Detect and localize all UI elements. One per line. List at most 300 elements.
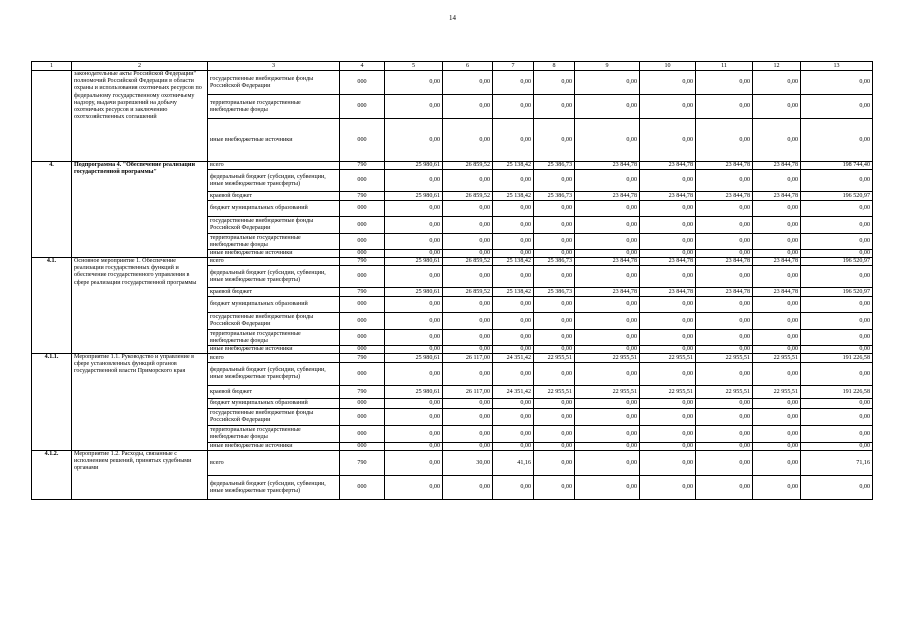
amount-value: 0,00 bbox=[640, 476, 696, 500]
amount-value: 0,00 bbox=[640, 95, 696, 119]
total-value: 0,00 bbox=[801, 443, 873, 451]
amount-value: 0,00 bbox=[385, 409, 443, 426]
amount-value: 0,00 bbox=[385, 234, 443, 250]
amount-value: 22 955,51 bbox=[534, 386, 575, 399]
amount-value: 0,00 bbox=[385, 346, 443, 354]
funding-source: иные внебюджетные источники bbox=[208, 250, 340, 258]
amount-value: 0,00 bbox=[640, 451, 696, 476]
total-value: 0,00 bbox=[801, 119, 873, 162]
header-row bbox=[32, 62, 873, 71]
budget-code: 790 bbox=[340, 386, 385, 399]
funding-source: государственные внебюджетные фонды Российской Федерации bbox=[208, 71, 340, 95]
amount-value: 0,00 bbox=[385, 363, 443, 386]
amount-value: 0,00 bbox=[493, 95, 534, 119]
amount-value: 0,00 bbox=[443, 297, 493, 313]
funding-source: территориальные государственные внебюджетные фонды bbox=[208, 330, 340, 346]
amount-value: 22 955,51 bbox=[753, 354, 801, 363]
amount-value: 22 955,51 bbox=[534, 354, 575, 363]
funding-source: всего bbox=[208, 354, 340, 363]
item-number: 4.1.2. bbox=[32, 451, 72, 500]
amount-value: 30,00 bbox=[443, 451, 493, 476]
amount-value: 0,00 bbox=[575, 363, 640, 386]
budget-code: 000 bbox=[340, 426, 385, 443]
column-header-11: 11 bbox=[696, 62, 753, 71]
amount-value: 0,00 bbox=[493, 201, 534, 217]
budget-code: 000 bbox=[340, 170, 385, 192]
amount-value: 0,00 bbox=[493, 119, 534, 162]
total-value: 0,00 bbox=[801, 476, 873, 500]
amount-value: 0,00 bbox=[385, 266, 443, 288]
column-header-9: 9 bbox=[575, 62, 640, 71]
amount-value: 23 844,78 bbox=[696, 258, 753, 266]
funding-source: всего bbox=[208, 162, 340, 170]
amount-value: 0,00 bbox=[385, 399, 443, 409]
funding-source: бюджет муниципальных образований bbox=[208, 297, 340, 313]
amount-value: 0,00 bbox=[534, 426, 575, 443]
amount-value: 23 844,78 bbox=[640, 162, 696, 170]
amount-value: 0,00 bbox=[385, 451, 443, 476]
amount-value: 22 955,51 bbox=[753, 386, 801, 399]
amount-value: 23 844,78 bbox=[640, 288, 696, 297]
amount-value: 23 844,78 bbox=[575, 162, 640, 170]
amount-value: 0,00 bbox=[534, 234, 575, 250]
amount-value: 0,00 bbox=[385, 297, 443, 313]
amount-value: 0,00 bbox=[534, 297, 575, 313]
amount-value: 25 980,61 bbox=[385, 288, 443, 297]
budget-code: 000 bbox=[340, 71, 385, 95]
total-value: 196 520,97 bbox=[801, 258, 873, 266]
item-number bbox=[32, 71, 72, 162]
amount-value: 22 955,51 bbox=[696, 354, 753, 363]
amount-value: 0,00 bbox=[493, 443, 534, 451]
amount-value: 0,00 bbox=[640, 409, 696, 426]
amount-value: 0,00 bbox=[696, 201, 753, 217]
amount-value: 0,00 bbox=[640, 201, 696, 217]
amount-value: 0,00 bbox=[385, 250, 443, 258]
amount-value: 25 980,61 bbox=[385, 258, 443, 266]
amount-value: 0,00 bbox=[443, 71, 493, 95]
amount-value: 0,00 bbox=[534, 443, 575, 451]
amount-value: 23 844,78 bbox=[640, 258, 696, 266]
amount-value: 0,00 bbox=[753, 409, 801, 426]
amount-value: 0,00 bbox=[534, 476, 575, 500]
amount-value: 0,00 bbox=[575, 426, 640, 443]
amount-value: 0,00 bbox=[493, 266, 534, 288]
amount-value: 22 955,51 bbox=[640, 386, 696, 399]
amount-value: 0,00 bbox=[696, 330, 753, 346]
total-value: 0,00 bbox=[801, 71, 873, 95]
budget-code: 790 bbox=[340, 354, 385, 363]
amount-value: 25 980,61 bbox=[385, 162, 443, 170]
funding-source: государственные внебюджетные фонды Российской Федерации bbox=[208, 409, 340, 426]
table-row bbox=[32, 354, 873, 363]
amount-value: 0,00 bbox=[753, 476, 801, 500]
amount-value: 0,00 bbox=[753, 426, 801, 443]
amount-value: 0,00 bbox=[575, 313, 640, 330]
amount-value: 22 955,51 bbox=[575, 386, 640, 399]
amount-value: 0,00 bbox=[640, 399, 696, 409]
column-header-13: 13 bbox=[801, 62, 873, 71]
funding-source: всего bbox=[208, 258, 340, 266]
amount-value: 0,00 bbox=[575, 71, 640, 95]
item-number: 4.1. bbox=[32, 258, 72, 354]
total-value: 0,00 bbox=[801, 217, 873, 234]
amount-value: 0,00 bbox=[575, 409, 640, 426]
amount-value: 0,00 bbox=[534, 250, 575, 258]
total-value: 0,00 bbox=[801, 201, 873, 217]
amount-value: 0,00 bbox=[696, 119, 753, 162]
amount-value: 0,00 bbox=[534, 201, 575, 217]
column-header-7: 7 bbox=[493, 62, 534, 71]
amount-value: 0,00 bbox=[443, 409, 493, 426]
item-name: Мероприятие 1.2. Расходы, связанные с исполнением решений, принятых судебными органами bbox=[72, 451, 208, 500]
amount-value: 25 138,42 bbox=[493, 258, 534, 266]
total-value: 0,00 bbox=[801, 95, 873, 119]
funding-source: государственные внебюджетные фонды Российской Федерации bbox=[208, 217, 340, 234]
amount-value: 0,00 bbox=[493, 217, 534, 234]
amount-value: 25 980,61 bbox=[385, 192, 443, 201]
total-value: 0,00 bbox=[801, 313, 873, 330]
funding-source: иные внебюджетные источники bbox=[208, 443, 340, 451]
funding-source: федеральный бюджет (субсидии, субвенции, иные межбюджетные трансферты) bbox=[208, 266, 340, 288]
amount-value: 0,00 bbox=[696, 313, 753, 330]
amount-value: 0,00 bbox=[534, 409, 575, 426]
table-row bbox=[32, 258, 873, 266]
amount-value: 0,00 bbox=[493, 297, 534, 313]
amount-value: 41,16 bbox=[493, 451, 534, 476]
funding-source: бюджет муниципальных образований bbox=[208, 201, 340, 217]
amount-value: 0,00 bbox=[493, 170, 534, 192]
total-value: 191 226,58 bbox=[801, 354, 873, 363]
budget-code: 000 bbox=[340, 266, 385, 288]
amount-value: 0,00 bbox=[534, 266, 575, 288]
amount-value: 0,00 bbox=[493, 399, 534, 409]
amount-value: 0,00 bbox=[534, 217, 575, 234]
item-number: 4. bbox=[32, 162, 72, 258]
amount-value: 25 386,73 bbox=[534, 192, 575, 201]
amount-value: 0,00 bbox=[753, 201, 801, 217]
budget-code: 000 bbox=[340, 399, 385, 409]
total-value: 198 744,40 bbox=[801, 162, 873, 170]
amount-value: 25 980,61 bbox=[385, 386, 443, 399]
amount-value: 0,00 bbox=[640, 363, 696, 386]
amount-value: 0,00 bbox=[443, 95, 493, 119]
column-header-5: 5 bbox=[385, 62, 443, 71]
amount-value: 0,00 bbox=[534, 330, 575, 346]
column-header-1: 1 bbox=[32, 62, 72, 71]
total-value: 0,00 bbox=[801, 363, 873, 386]
total-value: 191 226,58 bbox=[801, 386, 873, 399]
amount-value: 0,00 bbox=[575, 95, 640, 119]
funding-source: краевой бюджет bbox=[208, 288, 340, 297]
column-header-10: 10 bbox=[640, 62, 696, 71]
amount-value: 0,00 bbox=[385, 170, 443, 192]
budget-table bbox=[31, 61, 873, 500]
budget-code: 000 bbox=[340, 476, 385, 500]
amount-value: 0,00 bbox=[443, 201, 493, 217]
total-value: 0,00 bbox=[801, 234, 873, 250]
amount-value: 0,00 bbox=[753, 217, 801, 234]
amount-value: 0,00 bbox=[753, 234, 801, 250]
budget-code: 790 bbox=[340, 288, 385, 297]
amount-value: 0,00 bbox=[443, 346, 493, 354]
amount-value: 0,00 bbox=[753, 399, 801, 409]
column-header-4: 4 bbox=[340, 62, 385, 71]
amount-value: 25 980,61 bbox=[385, 354, 443, 363]
funding-source: бюджет муниципальных образований bbox=[208, 399, 340, 409]
amount-value: 0,00 bbox=[443, 119, 493, 162]
amount-value: 0,00 bbox=[385, 217, 443, 234]
budget-code: 000 bbox=[340, 346, 385, 354]
amount-value: 0,00 bbox=[534, 363, 575, 386]
amount-value: 0,00 bbox=[575, 170, 640, 192]
amount-value: 23 844,78 bbox=[753, 162, 801, 170]
funding-source: федеральный бюджет (субсидии, субвенции, иные межбюджетные трансферты) bbox=[208, 363, 340, 386]
amount-value: 0,00 bbox=[575, 201, 640, 217]
amount-value: 0,00 bbox=[753, 170, 801, 192]
amount-value: 0,00 bbox=[640, 170, 696, 192]
item-name: Основное мероприятие 1. Обеспечение реализации государственных функций и обеспечение государственного управления в сфере реализации государственной программы bbox=[72, 258, 208, 354]
amount-value: 0,00 bbox=[753, 119, 801, 162]
amount-value: 0,00 bbox=[753, 443, 801, 451]
amount-value: 0,00 bbox=[443, 234, 493, 250]
amount-value: 0,00 bbox=[443, 250, 493, 258]
amount-value: 0,00 bbox=[575, 234, 640, 250]
budget-code: 000 bbox=[340, 297, 385, 313]
budget-code: 000 bbox=[340, 119, 385, 162]
amount-value: 22 955,51 bbox=[696, 386, 753, 399]
table-row bbox=[32, 451, 873, 476]
column-header-3: 3 bbox=[208, 62, 340, 71]
amount-value: 25 386,73 bbox=[534, 162, 575, 170]
amount-value: 0,00 bbox=[443, 170, 493, 192]
amount-value: 23 844,78 bbox=[696, 192, 753, 201]
amount-value: 0,00 bbox=[696, 297, 753, 313]
item-number: 4.1.1. bbox=[32, 354, 72, 451]
amount-value: 0,00 bbox=[696, 234, 753, 250]
amount-value: 0,00 bbox=[493, 313, 534, 330]
amount-value: 0,00 bbox=[385, 313, 443, 330]
amount-value: 0,00 bbox=[493, 330, 534, 346]
funding-source: краевой бюджет bbox=[208, 192, 340, 201]
amount-value: 0,00 bbox=[753, 313, 801, 330]
column-header-2: 2 bbox=[72, 62, 208, 71]
amount-value: 0,00 bbox=[443, 399, 493, 409]
amount-value: 0,00 bbox=[575, 119, 640, 162]
amount-value: 0,00 bbox=[493, 426, 534, 443]
amount-value: 0,00 bbox=[534, 119, 575, 162]
amount-value: 0,00 bbox=[385, 443, 443, 451]
amount-value: 0,00 bbox=[443, 363, 493, 386]
amount-value: 0,00 bbox=[575, 330, 640, 346]
budget-code: 790 bbox=[340, 162, 385, 170]
amount-value: 0,00 bbox=[640, 71, 696, 95]
amount-value: 0,00 bbox=[443, 313, 493, 330]
amount-value: 0,00 bbox=[385, 95, 443, 119]
amount-value: 0,00 bbox=[696, 71, 753, 95]
amount-value: 0,00 bbox=[753, 250, 801, 258]
amount-value: 0,00 bbox=[493, 250, 534, 258]
amount-value: 0,00 bbox=[443, 476, 493, 500]
amount-value: 0,00 bbox=[575, 217, 640, 234]
amount-value: 0,00 bbox=[534, 346, 575, 354]
funding-source: иные внебюджетные источники bbox=[208, 346, 340, 354]
amount-value: 0,00 bbox=[696, 95, 753, 119]
amount-value: 26 117,00 bbox=[443, 354, 493, 363]
budget-code: 790 bbox=[340, 451, 385, 476]
amount-value: 0,00 bbox=[753, 363, 801, 386]
amount-value: 0,00 bbox=[640, 313, 696, 330]
funding-source: краевой бюджет bbox=[208, 386, 340, 399]
column-header-6: 6 bbox=[443, 62, 493, 71]
amount-value: 0,00 bbox=[753, 71, 801, 95]
total-value: 0,00 bbox=[801, 170, 873, 192]
amount-value: 0,00 bbox=[696, 451, 753, 476]
funding-source: государственные внебюджетные фонды Российской Федерации bbox=[208, 313, 340, 330]
amount-value: 0,00 bbox=[640, 443, 696, 451]
budget-code: 000 bbox=[340, 217, 385, 234]
amount-value: 0,00 bbox=[575, 266, 640, 288]
total-value: 0,00 bbox=[801, 399, 873, 409]
amount-value: 26 859,52 bbox=[443, 162, 493, 170]
total-value: 0,00 bbox=[801, 409, 873, 426]
table-body bbox=[32, 62, 873, 500]
amount-value: 25 138,42 bbox=[493, 192, 534, 201]
amount-value: 0,00 bbox=[696, 443, 753, 451]
amount-value: 23 844,78 bbox=[753, 258, 801, 266]
funding-source: федеральный бюджет (субсидии, субвенции, иные межбюджетные трансферты) bbox=[208, 170, 340, 192]
amount-value: 0,00 bbox=[753, 266, 801, 288]
amount-value: 0,00 bbox=[640, 250, 696, 258]
amount-value: 0,00 bbox=[753, 451, 801, 476]
amount-value: 0,00 bbox=[640, 346, 696, 354]
amount-value: 0,00 bbox=[534, 95, 575, 119]
amount-value: 0,00 bbox=[640, 426, 696, 443]
budget-code: 000 bbox=[340, 409, 385, 426]
amount-value: 0,00 bbox=[640, 217, 696, 234]
amount-value: 25 138,42 bbox=[493, 162, 534, 170]
amount-value: 0,00 bbox=[575, 476, 640, 500]
amount-value: 0,00 bbox=[696, 346, 753, 354]
funding-source: территориальные государственные внебюджетные фонды bbox=[208, 95, 340, 119]
amount-value: 0,00 bbox=[443, 443, 493, 451]
item-name: законодательные акты Российской Федерации" полномочий Российской Федерации в области охраны и использования охотничьих ресурсов по федеральному государственному охотничьему надзору, выдачи разрешений на добычу охотничьих ресурсов и заключению охотхозяйственных соглашений bbox=[72, 71, 208, 162]
budget-code: 000 bbox=[340, 313, 385, 330]
column-header-12: 12 bbox=[753, 62, 801, 71]
amount-value: 0,00 bbox=[640, 234, 696, 250]
amount-value: 0,00 bbox=[575, 399, 640, 409]
total-value: 0,00 bbox=[801, 250, 873, 258]
amount-value: 0,00 bbox=[696, 170, 753, 192]
funding-source: территориальные государственные внебюджетные фонды bbox=[208, 234, 340, 250]
amount-value: 0,00 bbox=[534, 170, 575, 192]
amount-value: 0,00 bbox=[696, 399, 753, 409]
total-value: 0,00 bbox=[801, 330, 873, 346]
amount-value: 0,00 bbox=[696, 409, 753, 426]
budget-code: 000 bbox=[340, 201, 385, 217]
amount-value: 0,00 bbox=[696, 426, 753, 443]
amount-value: 23 844,78 bbox=[575, 258, 640, 266]
total-value: 196 520,97 bbox=[801, 288, 873, 297]
item-name: Мероприятие 1.1. Руководство и управление в сфере установленных функций органов государственной власти Приморского края bbox=[72, 354, 208, 451]
funding-source: территориальные государственные внебюджетные фонды bbox=[208, 426, 340, 443]
amount-value: 0,00 bbox=[385, 201, 443, 217]
item-name: Подпрограмма 4. "Обеспечение реализации государственной программы" bbox=[72, 162, 208, 258]
amount-value: 23 844,78 bbox=[753, 288, 801, 297]
funding-source: иные внебюджетные источники bbox=[208, 119, 340, 162]
amount-value: 0,00 bbox=[640, 119, 696, 162]
amount-value: 0,00 bbox=[385, 426, 443, 443]
budget-code: 000 bbox=[340, 330, 385, 346]
amount-value: 25 386,73 bbox=[534, 288, 575, 297]
amount-value: 0,00 bbox=[640, 330, 696, 346]
amount-value: 26 859,52 bbox=[443, 258, 493, 266]
amount-value: 0,00 bbox=[575, 443, 640, 451]
budget-code: 000 bbox=[340, 363, 385, 386]
budget-code: 000 bbox=[340, 250, 385, 258]
table-row bbox=[32, 162, 873, 170]
amount-value: 0,00 bbox=[443, 217, 493, 234]
amount-value: 26 859,52 bbox=[443, 192, 493, 201]
amount-value: 26 859,52 bbox=[443, 288, 493, 297]
amount-value: 23 844,78 bbox=[640, 192, 696, 201]
funding-source: всего bbox=[208, 451, 340, 476]
amount-value: 0,00 bbox=[534, 399, 575, 409]
page-number: 14 bbox=[449, 14, 456, 22]
amount-value: 22 955,51 bbox=[640, 354, 696, 363]
amount-value: 0,00 bbox=[753, 297, 801, 313]
amount-value: 0,00 bbox=[534, 313, 575, 330]
budget-code: 000 bbox=[340, 443, 385, 451]
amount-value: 0,00 bbox=[385, 476, 443, 500]
amount-value: 0,00 bbox=[493, 363, 534, 386]
amount-value: 0,00 bbox=[696, 266, 753, 288]
total-value: 0,00 bbox=[801, 346, 873, 354]
table-row bbox=[32, 71, 873, 95]
amount-value: 0,00 bbox=[696, 250, 753, 258]
amount-value: 0,00 bbox=[575, 346, 640, 354]
amount-value: 0,00 bbox=[493, 346, 534, 354]
budget-code: 790 bbox=[340, 258, 385, 266]
amount-value: 0,00 bbox=[640, 297, 696, 313]
amount-value: 0,00 bbox=[753, 346, 801, 354]
amount-value: 0,00 bbox=[385, 119, 443, 162]
amount-value: 0,00 bbox=[493, 476, 534, 500]
budget-code: 000 bbox=[340, 95, 385, 119]
amount-value: 0,00 bbox=[534, 451, 575, 476]
budget-code: 000 bbox=[340, 234, 385, 250]
total-value: 0,00 bbox=[801, 297, 873, 313]
amount-value: 0,00 bbox=[696, 363, 753, 386]
amount-value: 0,00 bbox=[443, 330, 493, 346]
budget-code: 790 bbox=[340, 192, 385, 201]
amount-value: 0,00 bbox=[443, 426, 493, 443]
amount-value: 25 138,42 bbox=[493, 288, 534, 297]
amount-value: 0,00 bbox=[575, 250, 640, 258]
amount-value: 23 844,78 bbox=[753, 192, 801, 201]
amount-value: 0,00 bbox=[640, 266, 696, 288]
amount-value: 0,00 bbox=[696, 476, 753, 500]
amount-value: 0,00 bbox=[575, 297, 640, 313]
amount-value: 0,00 bbox=[493, 409, 534, 426]
amount-value: 25 386,73 bbox=[534, 258, 575, 266]
amount-value: 23 844,78 bbox=[696, 288, 753, 297]
amount-value: 0,00 bbox=[385, 71, 443, 95]
amount-value: 0,00 bbox=[385, 330, 443, 346]
amount-value: 23 844,78 bbox=[575, 192, 640, 201]
total-value: 196 520,97 bbox=[801, 192, 873, 201]
funding-source: федеральный бюджет (субсидии, субвенции, иные межбюджетные трансферты) bbox=[208, 476, 340, 500]
